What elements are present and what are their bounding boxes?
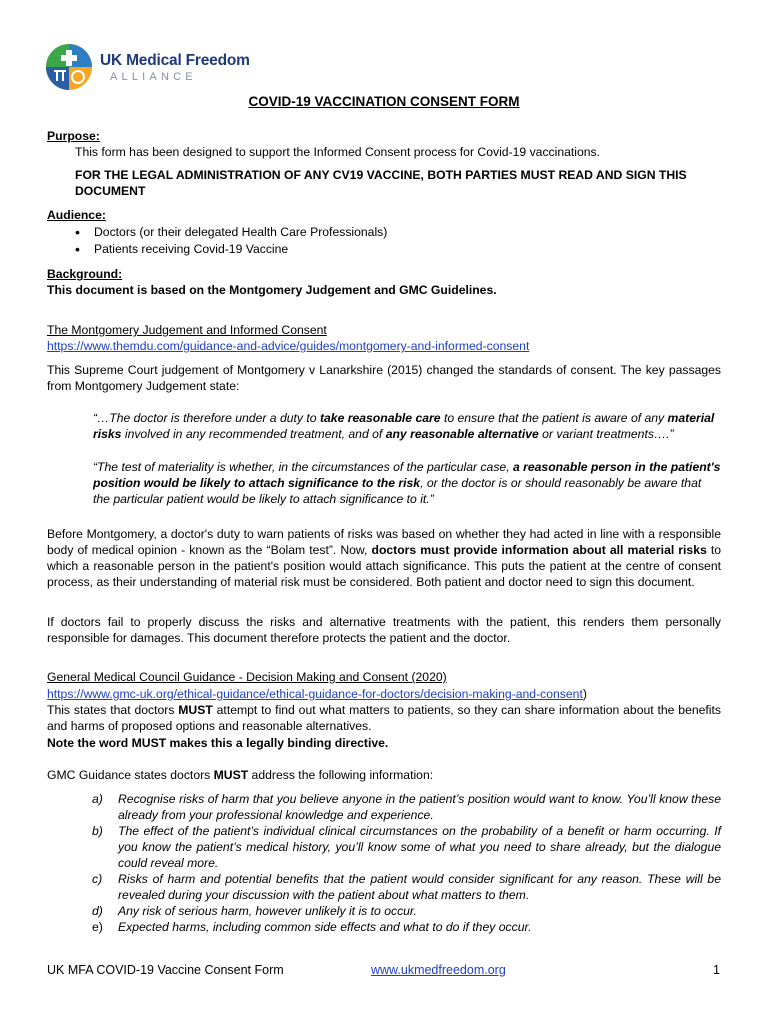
list-item-label: d) [92, 904, 103, 918]
quote-emphasis: a reasonable person in the patient's position would be likely to attach significance to the risk [93, 460, 721, 490]
list-item [92, 823, 721, 871]
gmc-statement [47, 702, 721, 734]
statement-emphasis: MUST [178, 703, 213, 717]
montgomery-quote-2 [93, 459, 721, 507]
montgomery-title: The Montgomery Judgement and Informed Consent [47, 323, 327, 337]
quote-text: to ensure that the patient is aware of any [440, 411, 668, 425]
statement-text: attempt to find out what matters to patients, so they can share information about the benefits and harms of proposed options and reasonable alternatives. [47, 703, 721, 733]
list-item-text: Risks of harm and potential benefits that the patient would consider significant for any reason. These will be revealed during your discussion with the patient about what matters to them. [118, 872, 721, 902]
gmc-title: General Medical Council Guidance - Decision Making and Consent (2020) [47, 670, 447, 684]
lead-emphasis: MUST [213, 768, 249, 782]
paragraph-emphasis: doctors must provide information about all material risks [371, 543, 707, 557]
audience-label: Audience: [47, 208, 106, 222]
gmc-link-suffix: ) [582, 687, 587, 701]
list-item [92, 871, 721, 903]
list-item-text: Expected harms, including common side effects and what to do if they occur. [118, 920, 532, 934]
statement-text: This states that doctors [47, 703, 179, 717]
list-item: • Doctors (or their delegated Health Care Professionals) [70, 224, 387, 241]
logo-subtitle: ALLIANCE [110, 71, 197, 83]
paragraph-text: Before Montgomery, a doctor's duty to warn patients of risks was based on whether they had acted in line with a responsible body of medical opinion - known as the “Bolam test”. Now, [47, 527, 721, 557]
quote-emphasis: any reasonable alternative [385, 427, 539, 441]
background-label: Background: [47, 267, 123, 281]
list-item [92, 791, 721, 823]
list-item-text: Recognise risks of harm that you believe anyone in the patient’s position would want to know. You’ll know these already from your professional knowledge and experience. [118, 792, 721, 822]
montgomery-link[interactable]: https://www.themdu.com/guidance-and-advice/guides/montgomery-and-informed-consent [47, 339, 530, 353]
list-item-label: c) [92, 872, 103, 886]
list-item-label: e) [92, 920, 103, 934]
page-title: COVID-19 VACCINATION CONSENT FORM [248, 94, 520, 109]
logo [44, 42, 250, 90]
montgomery-paragraph-2: If doctors fail to properly discuss the risks and alternative treatments with the patient, this renders them personally responsible for damages. This document therefore protects the patient and the doctor. [47, 615, 721, 645]
gmc-list [92, 791, 721, 935]
footer-website-link[interactable]: www.ukmedfreedom.org [371, 963, 506, 977]
background-text: This document is based on the Montgomery Judgement and GMC Guidelines. [47, 283, 497, 297]
page-number: 1 [713, 963, 720, 977]
purpose-legal-line-2: DOCUMENT [75, 184, 146, 198]
purpose-legal-line-1: FOR THE LEGAL ADMINISTRATION OF ANY CV19 VACCINE, BOTH PARTIES MUST READ AND SIGN THIS [75, 168, 687, 182]
logo-emblem-icon [44, 42, 94, 92]
gmc-link-line [47, 686, 587, 702]
list-item: • Patients receiving Covid-19 Vaccine [70, 241, 387, 258]
list-item-text: Any risk of serious harm, however unlikely it is to occur. [118, 904, 417, 918]
list-item [92, 903, 721, 919]
list-item [92, 919, 721, 935]
gmc-link[interactable]: https://www.gmc-uk.org/ethical-guidance/ethical-guidance-for-doctors/decision-making-and-consent [47, 687, 583, 701]
quote-text: or variant treatments….” [538, 427, 674, 441]
purpose-text: This form has been designed to support the Informed Consent process for Covid-19 vaccinations. [75, 145, 601, 159]
paragraph-text: to which a reasonable person in the patient's position would attach significance. This puts the patient at the centre of consent process, as their understanding of material risk must be considered. Both patient and doctor need to sign this document. [47, 543, 721, 589]
quote-text: “…The doctor is therefore under a duty to [93, 411, 320, 425]
purpose-label: Purpose: [47, 129, 100, 143]
quote-emphasis: material risks [93, 411, 715, 441]
quote-text: involved in any recommended treatment, and of [121, 427, 386, 441]
gmc-lead [47, 767, 433, 783]
quote-emphasis: take reasonable care [319, 411, 441, 425]
montgomery-intro: This Supreme Court judgement of Montgomery v Lanarkshire (2015) changed the standards of consent. The key passages from Montgomery Judgement state: [47, 363, 721, 393]
list-item-label: b) [92, 824, 103, 838]
list-item-label: a) [92, 792, 103, 806]
audience-list [70, 224, 387, 258]
list-item-text: The effect of the patient’s individual clinical circumstances on the probability of a benefit or harm occurring. If you know the patient’s medical history, you’ll know some of what you need to share already, but the dialogue could reveal more. [118, 824, 721, 870]
lead-text: address the following information: [248, 768, 434, 782]
quote-text: , or the doctor is or should reasonably be aware that the particular patient would be likely to attach significance to it.” [93, 476, 702, 506]
montgomery-paragraph-1 [47, 526, 721, 590]
montgomery-quote-1 [93, 410, 721, 442]
lead-text: GMC Guidance states doctors [47, 768, 214, 782]
quote-text: “The test of materiality is whether, in the circumstances of the particular case, [93, 460, 513, 474]
footer-title: UK MFA COVID-19 Vaccine Consent Form [47, 963, 284, 977]
logo-title: UK Medical Freedom [100, 52, 250, 69]
gmc-note: Note the word MUST makes this a legally binding directive. [47, 736, 389, 750]
